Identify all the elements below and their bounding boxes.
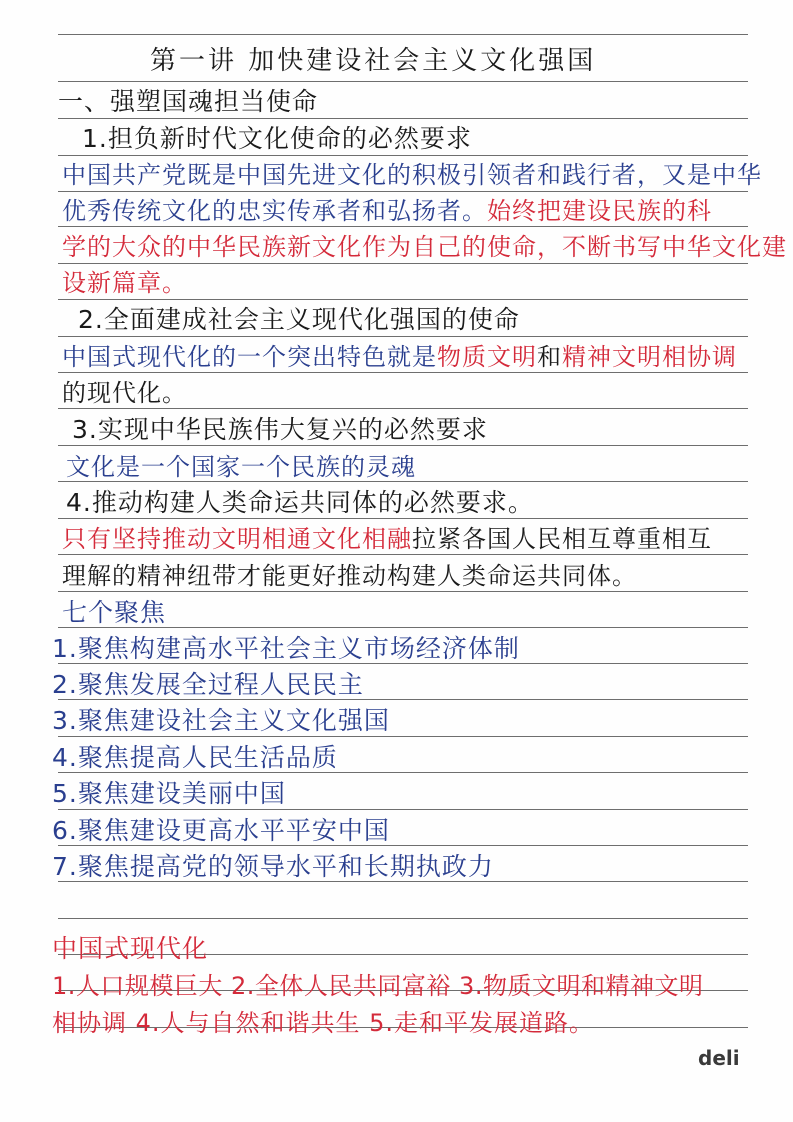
item4-heading: 4.推动构建人类命运共同体的必然要求。 [66, 488, 534, 517]
rule-line [58, 809, 748, 810]
page-title: 第一讲 加快建设社会主义文化强国 [150, 46, 597, 76]
rule-line [58, 372, 748, 373]
focus-heading: 七个聚焦 [62, 598, 167, 627]
focus-item-2: 2.聚焦发展全过程人民民主 [52, 670, 364, 699]
item1-text-line1: 中国共产党既是中国先进文化的积极引领者和践行者，又是中华 [62, 161, 762, 189]
item2-text-line1 [62, 342, 737, 372]
item1-text-line3: 学的大众的中华民族新文化作为自己的使命，不断书写中华文化建 [62, 233, 787, 261]
rule-line [58, 263, 748, 264]
rule-line [58, 34, 748, 35]
cm-heading: 中国式现代化 [52, 934, 209, 963]
section-heading: 一、强塑国魂担当使命 [58, 87, 319, 116]
item3-text-line1: 文化是一个国家一个民族的灵魂 [66, 453, 416, 481]
item4-text-line1 [62, 524, 712, 554]
item4-text-part-b: 文明相通文化相融 [212, 525, 412, 553]
rule-line [58, 336, 748, 337]
rule-line [58, 118, 748, 119]
focus-item-4: 4.聚焦提高人民生活品质 [52, 743, 338, 772]
focus-item-5: 5.聚焦建设美丽中国 [52, 779, 286, 808]
item2-text-part-d: 精神文明相协调 [562, 343, 737, 371]
item1-text-line4: 设新篇章。 [62, 269, 187, 297]
brand-logo: deli [698, 1046, 740, 1070]
item2-heading: 2.全面建成社会主义现代化强国的使命 [78, 305, 520, 334]
item4-text-part-a: 只有坚持推动 [62, 525, 212, 553]
focus-item-6: 6.聚焦建设更高水平平安中国 [52, 816, 390, 845]
cm-line-1: 1.人口规模巨大 2.全体人民共同富裕 3.物质文明和精神文明 [52, 972, 704, 1000]
rule-line [58, 445, 748, 446]
item4-text-line2: 理解的精神纽带才能更好推动构建人类命运共同体。 [62, 562, 637, 590]
item1-text-line2 [62, 196, 712, 226]
focus-item-3: 3.聚焦建设社会主义文化强国 [52, 706, 390, 735]
rule-line [58, 299, 748, 300]
rule-line [58, 591, 748, 592]
item1-text-line2-blue: 优秀传统文化的忠实传承者和弘扬者。 [62, 197, 487, 225]
item2-text-part-b: 物质文明 [437, 343, 537, 371]
rule-line [58, 918, 748, 919]
item2-text-part-a: 中国式现代化的一个突出特色就是 [62, 343, 437, 371]
rule-line [58, 191, 748, 192]
focus-item-7: 7.聚焦提高党的领导水平和长期执政力 [52, 852, 494, 881]
item2-text-line2: 的现代化。 [62, 379, 187, 407]
item1-text-line2-red: 始终把建设民族的科 [487, 197, 712, 225]
item3-heading: 3.实现中华民族伟大复兴的必然要求 [72, 415, 488, 444]
rule-line [58, 155, 748, 156]
cm-line-2: 相协调 4.人与自然和谐共生 5.走和平发展道路。 [52, 1009, 595, 1037]
item1-heading: 1.担负新时代文化使命的必然要求 [82, 124, 472, 153]
item4-text-part-c: 拉紧各国人民相互尊重相互 [412, 525, 712, 553]
item2-text-part-c: 和 [537, 343, 562, 371]
focus-item-1: 1.聚焦构建高水平社会主义市场经济体制 [52, 634, 520, 663]
rule-line [58, 81, 748, 82]
rule-line [58, 554, 748, 555]
rule-line [58, 518, 748, 519]
rule-line [58, 736, 748, 737]
rule-line [58, 226, 748, 227]
rule-line [58, 408, 748, 409]
